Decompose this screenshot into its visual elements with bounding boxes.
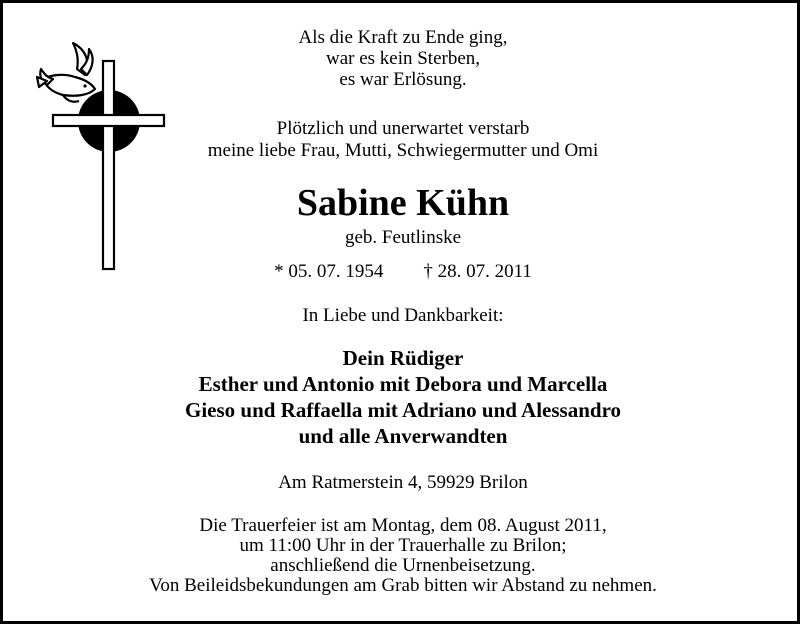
life-dates bbox=[3, 261, 800, 283]
mourner-line: und alle Anverwandten bbox=[298, 424, 508, 448]
ceremony-line: Von Beileidsbekundungen am Grab bitten wir Abstand zu nehmen. bbox=[149, 575, 657, 596]
maiden-name: geb. Feutlinske bbox=[344, 227, 462, 248]
motto-line: war es kein Sterben, bbox=[325, 48, 481, 69]
address-line: Am Ratmerstein 4, 59929 Brilon bbox=[278, 472, 528, 493]
mourner-line: Gieso und Raffaella mit Adriano und Alessandro bbox=[184, 398, 622, 422]
ceremony-line: Die Trauerfeier ist am Montag, dem 08. August 2011, bbox=[199, 515, 607, 536]
motto-line: Als die Kraft zu Ende ging, bbox=[298, 27, 508, 48]
ceremony-line: anschließend die Urnenbeisetzung. bbox=[270, 555, 536, 576]
gratitude-line: In Liebe und Dankbarkeit: bbox=[302, 305, 504, 326]
ceremony-line: um 11:00 Uhr in der Trauerhalle zu Brilon; bbox=[239, 535, 567, 556]
deceased-name: Sabine Kühn bbox=[296, 182, 510, 224]
motto-line: es war Erlösung. bbox=[339, 69, 467, 90]
death-date: † 28. 07. 2011 bbox=[423, 261, 532, 282]
mourner-line: Esther und Antonio mit Debora und Marcella bbox=[198, 372, 608, 396]
mourner-line: Dein Rüdiger bbox=[342, 346, 464, 370]
birth-date: * 05. 07. 1954 bbox=[274, 261, 384, 282]
intro-line: meine liebe Frau, Mutti, Schwiegermutter und Omi bbox=[207, 140, 599, 161]
intro-line: Plötzlich und unerwartet verstarb bbox=[276, 118, 530, 139]
